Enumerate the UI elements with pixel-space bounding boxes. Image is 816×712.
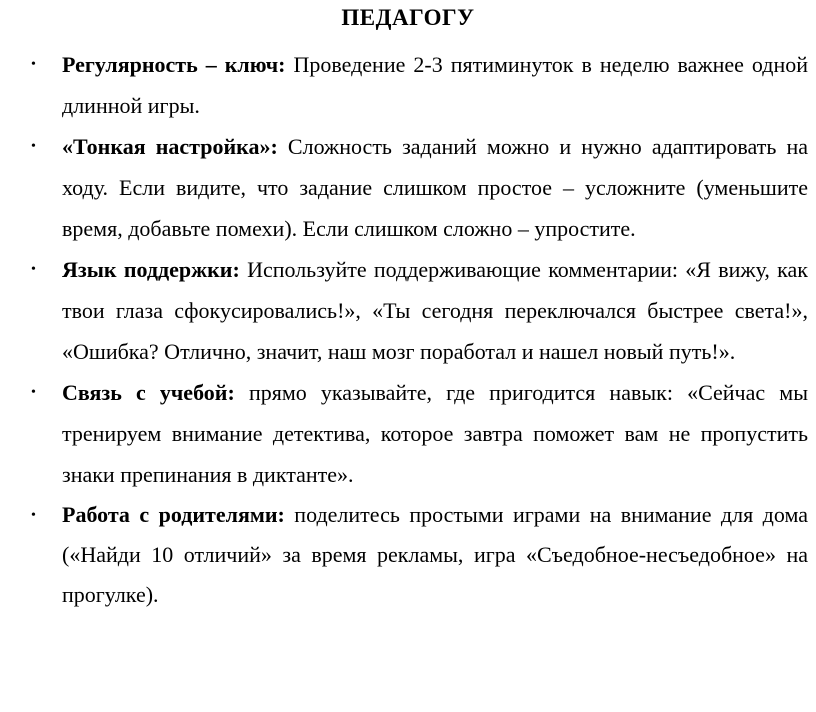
list-item-support-language <box>0 249 816 372</box>
bullet-icon: • <box>31 57 36 72</box>
item-text: поделитесь простыми играми на внимание для дома («Найди 10 отличий» за время рекламы, игра «Съедобное-несъедобное» на прогулке). <box>62 502 808 607</box>
page-title: ПЕДАГОГУ <box>341 5 475 30</box>
list-item-parents <box>0 495 816 615</box>
list-item-regularity <box>0 44 816 126</box>
item-lead: Язык поддержки: <box>62 257 240 282</box>
bullet-icon: • <box>31 508 36 523</box>
list-item-fine-tuning <box>0 126 816 249</box>
item-lead: Связь с учебой: <box>62 380 235 405</box>
item-text: Сложность заданий можно и нужно адаптировать на ходу. Если видите, что задание слишком простое – усложните (уменьшите время, добавьте помехи). Если слишком сложно – упростите. <box>62 134 808 241</box>
bullet-icon: • <box>31 385 36 400</box>
item-text: Используйте поддерживающие комментарии: «Я вижу, как твои глаза сфокусировались!», «Ты сегодня переключался быстрее света!», «Ошибка? Отлично, значит, наш мозг поработал и нашел новый путь!». <box>62 257 808 364</box>
bullet-icon: • <box>31 262 36 277</box>
item-lead: Работа с родителями: <box>62 502 285 527</box>
bullet-icon: • <box>31 139 36 154</box>
item-text: прямо указывайте, где пригодится навык: «Сейчас мы тренируем внимание детектива, которое завтра поможет вам не пропустить знаки препинания в диктанте». <box>62 380 808 487</box>
tips-list <box>0 44 816 615</box>
item-lead: Регулярность – ключ: <box>62 52 286 77</box>
list-item-school-link <box>0 372 816 495</box>
item-lead: «Тонкая настройка»: <box>62 134 278 159</box>
item-text: Проведение 2-3 пятиминуток в неделю важнее одной длинной игры. <box>62 52 808 118</box>
